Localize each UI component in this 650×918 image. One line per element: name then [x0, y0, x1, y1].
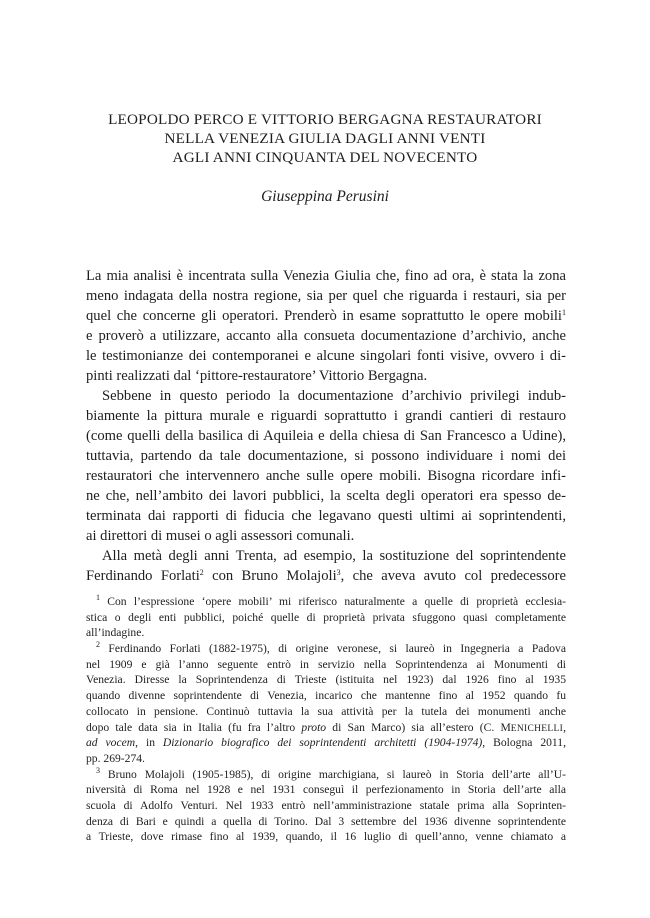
- body-line: meno indagata della nostra regione, sia per quel che riguarda i restauri, sia per: [86, 288, 566, 304]
- footnote-line: stica o degli enti pubblici, poiché quelle di proprietà privata sfuggono quasi completamente: [86, 610, 566, 624]
- footnote-text: Bruno Molajoli (1905-1985), di origine marchigiana, si laureò in Storia dell’arte all’U-: [100, 767, 566, 781]
- body-line: ne che, nell’ambito dei lavori pubblici, la scelta degli operatori era spesso de-: [86, 488, 566, 504]
- footnote-text: , Bologna 2011,: [482, 736, 566, 750]
- footnote-italic: proto: [301, 720, 327, 734]
- footnote-number-3: 3: [96, 765, 100, 775]
- footnote-3-line: [86, 767, 566, 783]
- footnote-number-1: 1: [96, 593, 100, 602]
- title-line-2: NELLA VENEZIA GIULIA DAGLI ANNI VENTI: [164, 130, 486, 147]
- footnote-text: Con l’espressione ‘opere mobili’ mi riferisco naturalmente a quelle di proprietà ecclesia-: [100, 595, 566, 608]
- footnote-text: dopo tale data sia in Italia (fu fra l’altro: [86, 720, 302, 734]
- body-line: Sebbene in questo periodo la documentazione d’archivio privilegi indub-: [102, 388, 566, 404]
- footnotes: [86, 594, 566, 845]
- body-line: e proverò a utilizzare, accanto alla consueta documentazione d’archivio, anche: [86, 328, 566, 344]
- body-line: La mia analisi è incentrata sulla Venezia Giulia che, fino ad ora, è stata la zona: [86, 268, 566, 284]
- body-line: terminata dai rapporti di fiducia che legavano questi ultimi ai soprintendenti,: [86, 508, 566, 524]
- body-line-text: , che aveva avuto col predecessore: [340, 568, 566, 584]
- footnote-line: all’indagine.: [86, 626, 145, 640]
- body-line: pinti realizzati dal ‘pittore-restauratore’ Vittorio Bergagna.: [86, 368, 428, 384]
- footnote-line: Venezia. Diresse la Soprintendenza di Trieste (istituita nel 1923) dal 1926 fino al 1935: [86, 673, 566, 687]
- footnote-smallcaps: ENICHELLI: [510, 723, 564, 734]
- footnote-italic: ad vocem: [86, 736, 136, 750]
- footnote-line: a Trieste, dove rimase fino al 1939, quando, il 16 luglio di quell’anno, venne chiamato a: [86, 830, 566, 844]
- title-line-1: LEOPOLDO PERCO E VITTORIO BERGAGNA RESTAURATORI: [108, 111, 542, 128]
- body-line: ai direttori di musei o agli assessori comunali.: [86, 528, 355, 544]
- footnote-line: niversità di Roma nel 1928 e nel 1931 conseguì il perfezionamento in Storia dell’arte alla: [86, 783, 566, 797]
- body-line: le testimonianze dei contemporanei e alcune singolari fonti visive, ovvero i di-: [86, 348, 566, 364]
- footnote-line: pp. 269-274.: [86, 751, 145, 765]
- footnote-line: nel 1909 e già l’anno seguente entrò in servizio nella Soprintendenza ai Monumenti di: [86, 657, 566, 671]
- footnote-line: quando divenne soprintendente di Venezia, incarico che mantenne fino al 1952 quando fu: [86, 689, 566, 703]
- footnote-ref-3: 3: [336, 568, 341, 577]
- footnote-line: [86, 720, 566, 736]
- footnote-ref-1: 1: [562, 308, 566, 317]
- footnote-ref-2: 2: [199, 568, 204, 577]
- body-line: (come quelli della basilica di Aquileia e della chiesa di San Francesco a Udine),: [86, 428, 566, 444]
- body-line: restauratori che intervennero anche sulle opere mobili. Bisogna ricordare infi-: [86, 468, 566, 484]
- footnote-text: Ferdinando Forlati (1882-1975), di origine veronese, si laureò in Ingegneria a Padova: [100, 642, 566, 656]
- footnote-text: di San Marco) sia all’estero (C. M: [326, 720, 511, 734]
- footnote-line: collocato in pensione. Continuò tuttavia la sua attività per la tutela dei monumenti anche: [86, 704, 566, 718]
- title-line-3: AGLI ANNI CINQUANTA DEL NOVECENTO: [172, 149, 478, 166]
- author-name: Giuseppina Perusini: [261, 188, 389, 205]
- article-title: [60, 110, 590, 167]
- body-line-text: Ferdinando Forlati: [86, 568, 200, 584]
- body-line-text: con Bruno Molajoli: [203, 568, 337, 584]
- footnote-italic: Dizionario biografico dei soprintendenti architetti (1904-1974): [162, 736, 483, 750]
- footnote-line: scuola di Adolfo Venturi. Nel 1933 entrò nell’amministrazione statale prima alla Soprinten-: [86, 798, 566, 812]
- body-text: [86, 266, 566, 586]
- footnote-1-line: [86, 594, 566, 610]
- body-line: tuttavia, partendo da tale documentazione, si possono individuare i nomi dei: [86, 448, 566, 464]
- body-line: Alla metà degli anni Trenta, ad esempio, la sostituzione del soprintendente: [102, 548, 566, 564]
- footnote-line: denza di Bari e quindi a quella di Torino. Dal 3 settembre del 1936 divenne soprintendente: [86, 814, 566, 828]
- footnote-2-line: [86, 641, 566, 657]
- body-line: [86, 566, 566, 586]
- footnote-number-2: 2: [96, 640, 100, 650]
- body-line: biamente la pittura murale e riguardi soprattutto i grandi cantieri di restauro: [86, 408, 566, 424]
- footnote-line: [86, 735, 566, 751]
- body-line: [86, 306, 566, 326]
- footnote-text: , in: [135, 736, 163, 750]
- footnote-text: ,: [563, 720, 566, 734]
- body-line-text: quel che concerne gli operatori. Prenderò in esame soprattutto le opere mobili: [86, 308, 562, 324]
